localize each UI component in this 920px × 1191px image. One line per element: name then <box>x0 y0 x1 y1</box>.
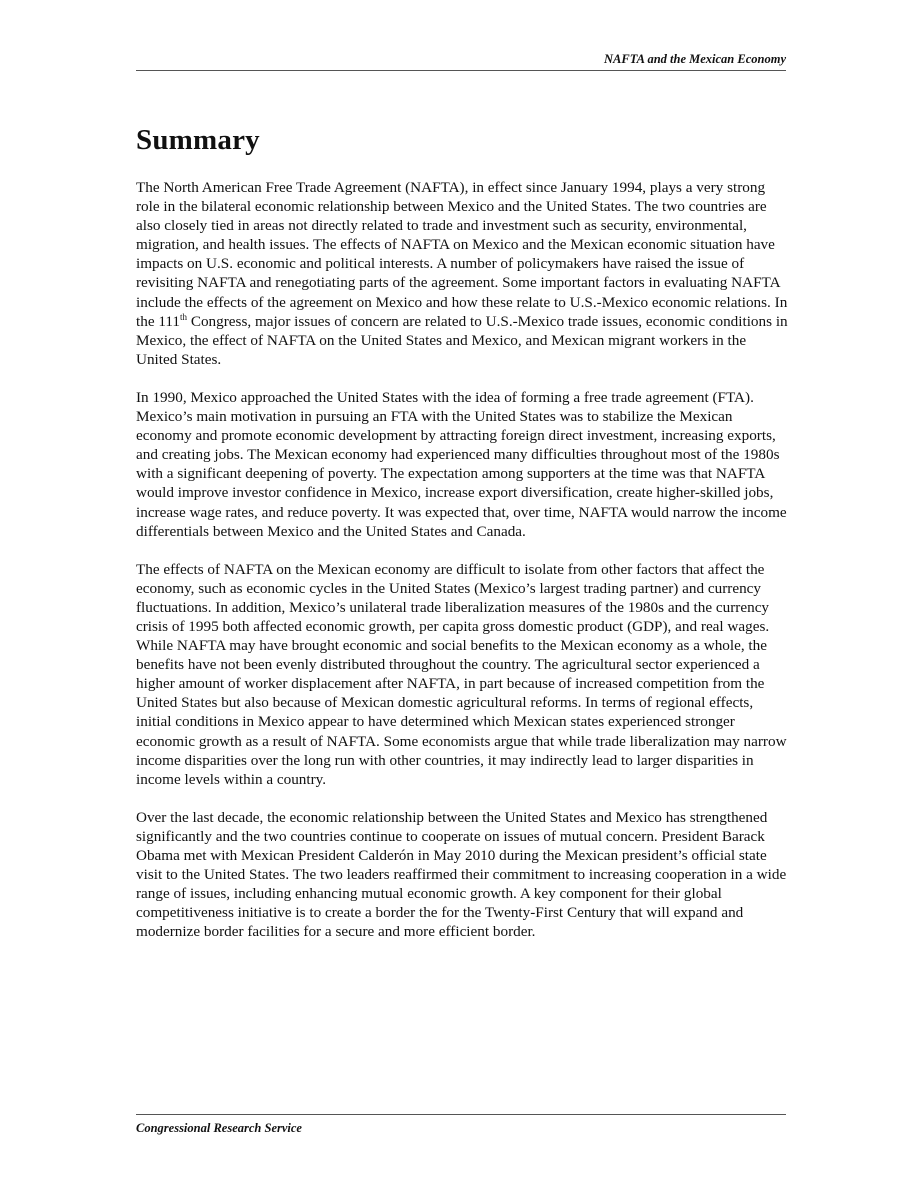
paragraph-1-text-after: Congress, major issues of concern are related to U.S.-Mexico trade issues, economic conditions in Mexico, the effect of NAFTA on the United States and Mexico, and Mexican migrant workers in the United States. <box>136 312 788 368</box>
running-header: NAFTA and the Mexican Economy <box>136 52 786 71</box>
paragraph-1 <box>136 178 788 369</box>
paragraph-3: The effects of NAFTA on the Mexican economy are difficult to isolate from other factors that affect the economy, such as economic cycles in the United States (Mexico’s largest trading partner) and currency fluctuations. In addition, Mexico’s unilateral trade liberalization measures of the 1980s and the currency crisis of 1995 both affected economic growth, per capita gross domestic product (GDP), and real wages. While NAFTA may have brought economic and social benefits to the Mexican economy as a whole, the benefits have not been evenly distributed throughout the country. The agricultural sector experienced a higher amount of worker displacement after NAFTA, in part because of increased competition from the United States but also because of Mexican domestic agricultural reforms. In terms of regional effects, initial conditions in Mexico appear to have determined which Mexican states experienced stronger economic growth as a result of NAFTA. Some economists argue that while trade liberalization may narrow income disparities over the long run with other countries, it may indirectly lead to larger disparities in income levels within a country. <box>136 560 787 788</box>
summary-body <box>136 178 788 960</box>
paragraph-4: Over the last decade, the economic relationship between the United States and Mexico has strengthened significantly and the two countries continue to cooperate on issues of mutual concern. President Barack Obama met with Mexican President Calderón in May 2010 during the Mexican president’s official state visit to the United States. The two leaders reaffirmed their commitment to increasing cooperation in a wide range of issues, including enhancing mutual economic growth. A key component for their global competitiveness initiative is to create a border the for the Twenty-First Century that will expand and modernize border facilities for a secure and more efficient border. <box>136 808 787 941</box>
running-footer: Congressional Research Service <box>136 1114 786 1136</box>
ordinal-superscript: th <box>180 311 188 322</box>
paragraph-1-text-before: The North American Free Trade Agreement (NAFTA), in effect since January 1994, plays a very strong role in the bilateral economic relationship between Mexico and the United States. The two countries are also closely tied in areas not directly related to trade and investment such as security, environmental, migration, and health issues. The effects of NAFTA on Mexico and the Mexican economic situation have impacts on U.S. economic and political interests. A number of policymakers have raised the issue of revisiting NAFTA and renegotiating parts of the agreement. Some important factors in evaluating NAFTA include the effects of the agreement on Mexico and how these relate to U.S.-Mexico economic relations. In the 111 <box>136 179 788 330</box>
page-title: Summary <box>136 124 260 156</box>
paragraph-2: In 1990, Mexico approached the United States with the idea of forming a free trade agreement (FTA). Mexico’s main motivation in pursuing an FTA with the United States was to stabilize the Mexican economy and promote economic development by attracting foreign direct investment, increasing exports, and creating jobs. The Mexican economy had experienced many difficulties throughout most of the 1980s with a significant deepening of poverty. The expectation among supporters at the time was that NAFTA would improve investor confidence in Mexico, increase export diversification, create higher-skilled jobs, increase wage rates, and reduce poverty. It was expected that, over time, NAFTA would narrow the income differentials between Mexico and the United States and Canada. <box>136 388 787 540</box>
